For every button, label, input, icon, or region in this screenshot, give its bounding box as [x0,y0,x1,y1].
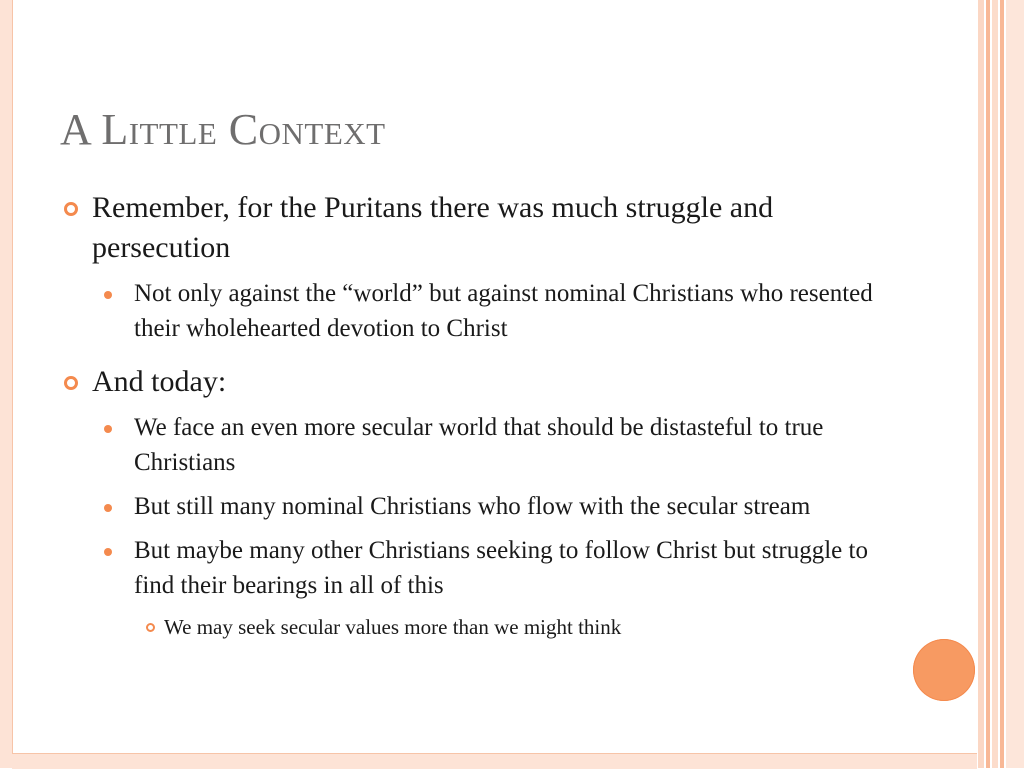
dot-bullet-icon [104,425,112,433]
bullet-text: We may seek secular values more than we might think [164,615,622,639]
dot-bullet-icon [104,548,112,556]
bullet-level-3 [164,612,892,642]
bullet-text: Not only against the “world” but against nominal Christians who resented their wholehearted devotion to Christ [134,280,873,342]
right-stripe [1006,0,1024,768]
slide-title: A Little Context [60,105,386,154]
bullet-text: But still many nominal Christians who flow with the secular stream [134,493,811,520]
bullet-level-2 [134,410,892,480]
slide-body [62,188,892,648]
bullet-text: And today: [92,365,227,398]
dot-bullet-icon [104,291,112,299]
bullet-level-2 [134,489,892,524]
bullet-level-1 [62,362,892,402]
bullet-text: We face an even more secular world that should be distasteful to true Christians [134,414,824,476]
ring-bullet-icon [64,376,78,390]
bullet-level-2 [134,533,892,603]
bullet-level-1 [62,188,892,268]
ring-bullet-icon [64,202,78,216]
right-stripe [978,0,984,768]
right-stripe [992,0,998,768]
decorative-circle [913,639,975,701]
dot-bullet-icon [104,504,112,512]
bullet-text: Remember, for the Puritans there was much struggle and persecution [92,191,774,264]
bottom-border [12,753,977,769]
bullet-level-2 [134,276,892,346]
right-stripe [986,0,990,768]
left-border [0,0,13,768]
bullet-text: But maybe many other Christians seeking to follow Christ but struggle to find their bearings in all of this [134,537,868,599]
right-stripe [1000,0,1004,768]
ring-bullet-icon [146,623,155,632]
